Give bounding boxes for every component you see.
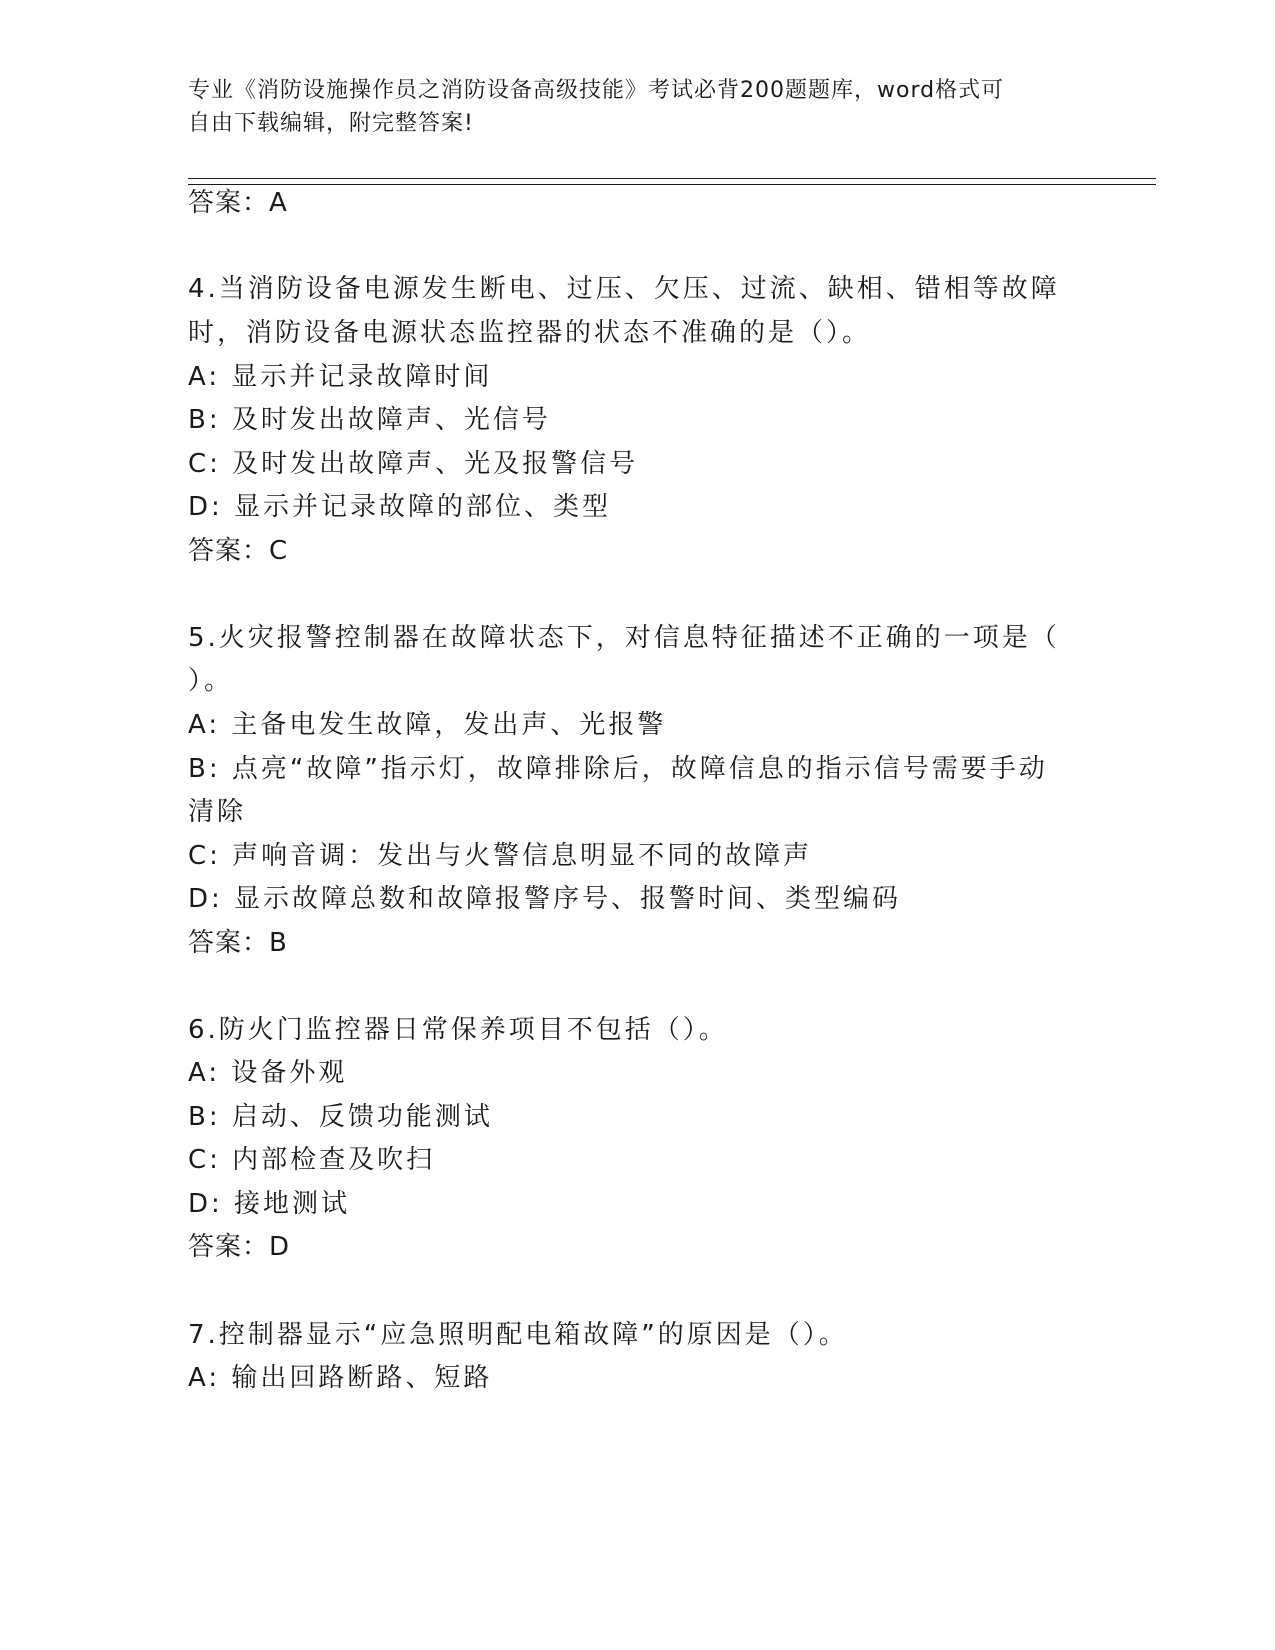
question-4-option-d: D: 显示并记录故障的部位、类型 [188,492,612,522]
question-6-stem: 6.防火门监控器日常保养项目不包括（）。 [188,1015,728,1045]
question-4-stem-line-2: 时，消防设备电源状态监控器的状态不准确的是（）。 [188,318,872,348]
question-5-option-a: A: 主备电发生故障，发出声、光报警 [188,710,667,740]
question-5-stem-line-1: 5.火灾报警控制器在故障状态下，对信息特征描述不正确的一项是（ [188,623,1060,653]
question-5-option-b-line-1: B: 点亮“故障”指示灯，故障排除后，故障信息的指示信号需要手动 [188,754,1048,784]
question-6-option-b: B: 启动、反馈功能测试 [188,1102,493,1132]
question-5-option-b-line-2: 清除 [188,797,247,827]
question-4-answer: 答案：C [188,536,289,566]
question-6-answer: 答案：D [188,1232,291,1262]
previous-answer: 答案：A [188,188,288,218]
header-line-2: 自由下载编辑，附完整答案! [188,111,474,136]
header-divider-bottom [188,184,1156,185]
question-7-stem: 7.控制器显示“应急照明配电箱故障”的原因是（）。 [188,1320,848,1350]
question-6-option-d: D: 接地测试 [188,1189,351,1219]
header-line-1: 专业《消防设施操作员之消防设备高级技能》考试必背200题题库，word格式可 [188,78,1005,103]
header-divider-top [188,178,1156,179]
question-4-stem-line-1: 4.当消防设备电源发生断电、过压、欠压、过流、缺相、错相等故障 [188,274,1060,304]
document-header [188,74,1068,140]
question-5-option-d: D: 显示故障总数和故障报警序号、报警时间、类型编码 [188,884,902,914]
question-6-option-a: A: 设备外观 [188,1058,348,1088]
question-5-option-c: C: 声响音调：发出与火警信息明显不同的故障声 [188,841,813,871]
question-6-option-c: C: 内部检查及吹扫 [188,1145,436,1175]
question-4-option-b: B: 及时发出故障声、光信号 [188,405,551,435]
question-4-option-c: C: 及时发出故障声、光及报警信号 [188,449,639,479]
question-5-answer: 答案：B [188,928,288,958]
question-5-stem-line-2: ）。 [188,666,234,696]
question-4-option-a: A: 显示并记录故障时间 [188,362,493,392]
question-7-option-a: A: 输出回路断路、短路 [188,1363,493,1393]
